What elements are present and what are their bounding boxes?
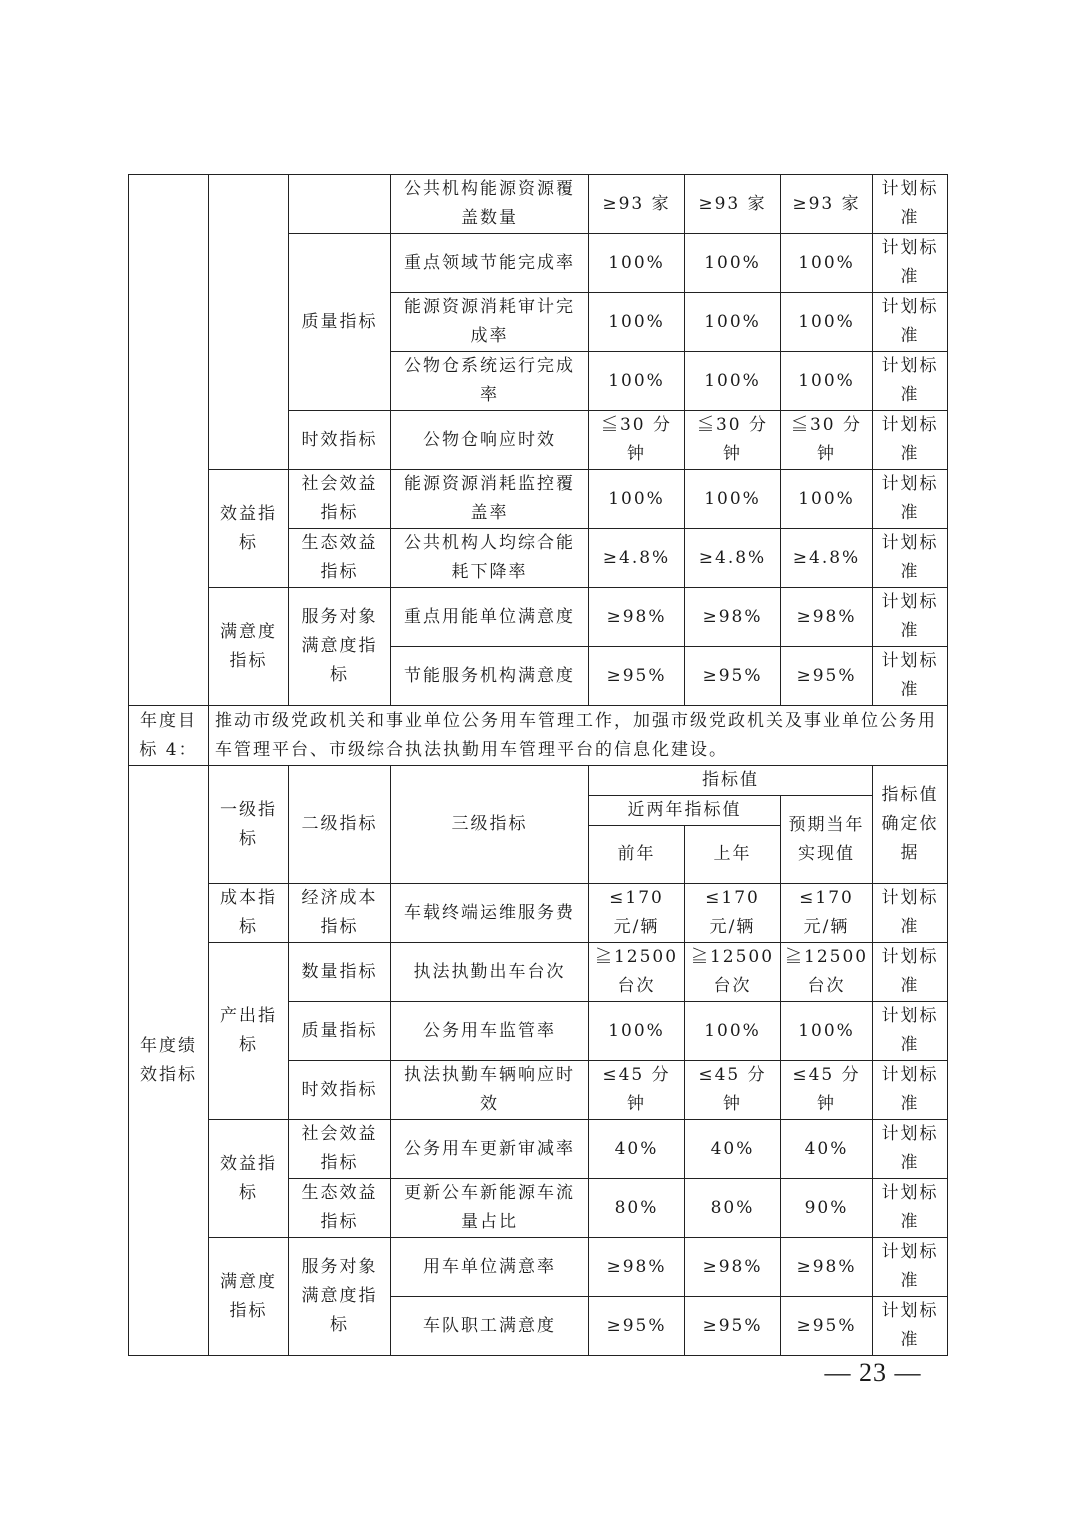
prev-value: ≥93 家 <box>589 175 685 234</box>
last-value: ≥95% <box>685 1297 781 1356</box>
prev-value: ≥98% <box>589 1238 685 1297</box>
goal-label: 年度目标 4： <box>129 706 209 766</box>
l1-cell: 效益指标 <box>209 470 289 588</box>
expected-value: ≥98% <box>781 588 873 647</box>
expected-value: 90% <box>781 1179 873 1238</box>
basis-cell: 计划标准 <box>873 293 948 352</box>
l3-cell: 公共机构能源资源覆盖数量 <box>391 175 589 234</box>
table-row <box>129 943 948 1002</box>
table-row <box>129 588 948 647</box>
basis-cell: 计划标准 <box>873 647 948 706</box>
prev-value: ≧12500 台次 <box>589 943 685 1002</box>
l1-cell: 满意度指标 <box>209 588 289 706</box>
expected-value: 40% <box>781 1120 873 1179</box>
last-value: 40% <box>685 1120 781 1179</box>
l2-cell: 时效指标 <box>289 1061 391 1120</box>
prev-value: 40% <box>589 1120 685 1179</box>
header-row <box>129 766 948 796</box>
header-l2: 二级指标 <box>289 766 391 884</box>
expected-value: ≥98% <box>781 1238 873 1297</box>
l2-cell: 社会效益指标 <box>289 1120 391 1179</box>
header-l3: 三级指标 <box>391 766 589 884</box>
last-value: ≥93 家 <box>685 175 781 234</box>
last-value: ≥4.8% <box>685 529 781 588</box>
basis-cell: 计划标准 <box>873 1120 948 1179</box>
expected-value: ≧12500 台次 <box>781 943 873 1002</box>
l2-cell: 时效指标 <box>289 411 391 470</box>
section-label: 年度绩效指标 <box>129 766 209 1356</box>
basis-cell: 计划标准 <box>873 411 948 470</box>
l3-cell: 公务用车监管率 <box>391 1002 589 1061</box>
basis-cell: 计划标准 <box>873 1179 948 1238</box>
l3-cell: 公共机构人均综合能耗下降率 <box>391 529 589 588</box>
l2-cell: 数量指标 <box>289 943 391 1002</box>
last-value: 80% <box>685 1179 781 1238</box>
l2-cell: 生态效益指标 <box>289 529 391 588</box>
l2-cell: 质量指标 <box>289 234 391 411</box>
l1-cell <box>209 175 289 470</box>
prev-value: 100% <box>589 234 685 293</box>
basis-cell: 计划标准 <box>873 1002 948 1061</box>
expected-value: ≤45 分钟 <box>781 1061 873 1120</box>
basis-cell: 计划标准 <box>873 884 948 943</box>
prev-value: ≦30 分钟 <box>589 411 685 470</box>
prev-value: ≤170 元/辆 <box>589 884 685 943</box>
expected-value: 100% <box>781 1002 873 1061</box>
expected-value: ≥95% <box>781 647 873 706</box>
expected-value: ≦30 分钟 <box>781 411 873 470</box>
basis-cell: 计划标准 <box>873 352 948 411</box>
page-number: — 23 — <box>824 1358 922 1387</box>
last-value: 100% <box>685 1002 781 1061</box>
l3-cell: 用车单位满意率 <box>391 1238 589 1297</box>
header-value: 指标值 <box>589 766 873 796</box>
l1-cell: 效益指标 <box>209 1120 289 1238</box>
basis-cell: 计划标准 <box>873 1061 948 1120</box>
l3-cell: 公物仓系统运行完成率 <box>391 352 589 411</box>
last-value: ≤45 分钟 <box>685 1061 781 1120</box>
l1-cell: 成本指标 <box>209 884 289 943</box>
basis-cell: 计划标准 <box>873 1297 948 1356</box>
l3-cell: 执法执勤出车台次 <box>391 943 589 1002</box>
l2-cell: 生态效益指标 <box>289 1179 391 1238</box>
l2-cell <box>289 175 391 234</box>
l3-cell: 能源资源消耗监控覆盖率 <box>391 470 589 529</box>
expected-value: ≤170 元/辆 <box>781 884 873 943</box>
basis-cell: 计划标准 <box>873 234 948 293</box>
l3-cell: 重点领域节能完成率 <box>391 234 589 293</box>
last-value: 100% <box>685 234 781 293</box>
last-value: ≦30 分钟 <box>685 411 781 470</box>
l3-cell: 更新公车新能源车流量占比 <box>391 1179 589 1238</box>
basis-cell: 计划标准 <box>873 175 948 234</box>
l3-cell: 车载终端运维服务费 <box>391 884 589 943</box>
expected-value: ≥93 家 <box>781 175 873 234</box>
expected-value: 100% <box>781 470 873 529</box>
prev-value: ≥95% <box>589 647 685 706</box>
l3-cell: 执法执勤车辆响应时效 <box>391 1061 589 1120</box>
header-prev: 前年 <box>589 826 685 884</box>
last-value: ≥98% <box>685 1238 781 1297</box>
basis-cell: 计划标准 <box>873 1238 948 1297</box>
last-value: 100% <box>685 293 781 352</box>
l3-cell: 车队职工满意度 <box>391 1297 589 1356</box>
prev-value: ≥98% <box>589 588 685 647</box>
expected-value: ≥4.8% <box>781 529 873 588</box>
l2-cell: 服务对象满意度指标 <box>289 588 391 706</box>
l1-cell: 产出指标 <box>209 943 289 1120</box>
table-row <box>129 470 948 529</box>
l3-cell: 节能服务机构满意度 <box>391 647 589 706</box>
section-label-cell <box>129 175 209 706</box>
prev-value: 100% <box>589 352 685 411</box>
l3-cell: 公物仓响应时效 <box>391 411 589 470</box>
l2-cell: 经济成本指标 <box>289 884 391 943</box>
goal-text: 推动市级党政机关和事业单位公务用车管理工作，加强市级党政机关及事业单位公务用车管理平台、市级综合执法执勤用车管理平台的信息化建设。 <box>209 706 948 766</box>
table-row <box>129 1120 948 1179</box>
l2-cell: 社会效益指标 <box>289 470 391 529</box>
last-value: 100% <box>685 470 781 529</box>
header-last: 上年 <box>685 826 781 884</box>
l3-cell: 能源资源消耗审计完成率 <box>391 293 589 352</box>
basis-cell: 计划标准 <box>873 529 948 588</box>
last-value: ≥98% <box>685 588 781 647</box>
table-row <box>129 175 948 234</box>
prev-value: 80% <box>589 1179 685 1238</box>
prev-value: 100% <box>589 470 685 529</box>
expected-value: 100% <box>781 352 873 411</box>
expected-value: 100% <box>781 293 873 352</box>
table-row <box>129 1238 948 1297</box>
basis-cell: 计划标准 <box>873 470 948 529</box>
header-basis: 指标值确定依据 <box>873 766 948 884</box>
prev-value: 100% <box>589 293 685 352</box>
last-value: ≥95% <box>685 647 781 706</box>
basis-cell: 计划标准 <box>873 588 948 647</box>
last-value: ≤170 元/辆 <box>685 884 781 943</box>
prev-value: ≥95% <box>589 1297 685 1356</box>
l1-cell: 满意度指标 <box>209 1238 289 1356</box>
goal-row <box>129 706 948 766</box>
prev-value: ≤45 分钟 <box>589 1061 685 1120</box>
table-row <box>129 884 948 943</box>
basis-cell: 计划标准 <box>873 943 948 1002</box>
l3-cell: 重点用能单位满意度 <box>391 588 589 647</box>
l2-cell: 质量指标 <box>289 1002 391 1061</box>
prev-value: ≥4.8% <box>589 529 685 588</box>
header-expected: 预期当年实现值 <box>781 796 873 884</box>
last-value: 100% <box>685 352 781 411</box>
header-recent: 近两年指标值 <box>589 796 781 826</box>
expected-value: ≥95% <box>781 1297 873 1356</box>
performance-table <box>128 174 948 1356</box>
expected-value: 100% <box>781 234 873 293</box>
l3-cell: 公务用车更新审减率 <box>391 1120 589 1179</box>
last-value: ≧12500 台次 <box>685 943 781 1002</box>
prev-value: 100% <box>589 1002 685 1061</box>
l2-cell: 服务对象满意度指标 <box>289 1238 391 1356</box>
header-l1: 一级指标 <box>209 766 289 884</box>
